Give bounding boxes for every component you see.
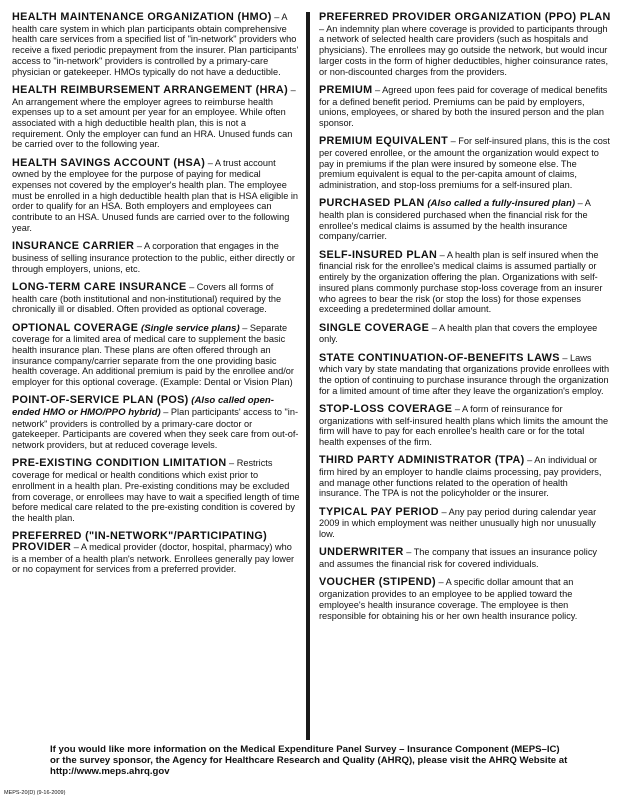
- entry-term: PREMIUM EQUIVALENT: [319, 135, 449, 148]
- entry-term: HEALTH SAVINGS ACCOUNT (HSA): [12, 156, 206, 169]
- glossary-entry: [12, 282, 300, 315]
- glossary-entry: [319, 12, 611, 77]
- entry-definition: – A medical provider (doctor, hospital, pharmacy) who is a member of a health plan's network. Enrollees generally pay lower or no copayment for services from a preferred provider.: [12, 541, 295, 575]
- glossary-entry: [319, 507, 611, 540]
- column-divider: [306, 12, 310, 740]
- entry-definition: – A health plan is self insured when the financial risk for the enrollee's medical claims is assumed partially or entirely by the organization offering the plan. Organizations with self-insured plans commonly purchase stop-loss coverage from an insurer who agrees to bear the risk (or stop the loss) for those expenses exceeding a predetermined dollar amount.: [319, 249, 603, 315]
- entry-term: POINT-OF-SERVICE PLAN (POS): [12, 394, 189, 407]
- glossary-entry: [319, 455, 611, 499]
- entry-note: (Also called open-ended HMO or HMO/PPO hybrid): [12, 395, 274, 419]
- entry-term: HEALTH MAINTENANCE ORGANIZATION (HMO): [12, 11, 272, 23]
- entry-definition: – For self-insured plans, this is the cost per covered enrollee, or the amount the organization would expect to pay in premiums if the plan were insured by someone else. The premium equivalent is equal to the per-capita amount of claims, administration, and stop-loss premiums for a self-insured plan.: [319, 136, 610, 191]
- glossary-entry: [12, 85, 300, 150]
- entry-note: (Also called a fully-insured plan): [424, 198, 576, 210]
- entry-definition: – Restricts coverage for medical or health conditions which exist prior to enrollment in a health plan. Pre-existing conditions may be excluded from coverage, or enrollees may have to wait a specified length of time before medical care related to the pre-existing condition is covered by the health plan.: [12, 458, 300, 523]
- entry-definition: – Separate coverage for a limited area of medical care to supplement the basic health insurance plan. These plans are often offered through an insurance company/carrier separate from the one providing basic health coverage. An additional premium is paid by the enrollee and/or employer for this optional coverage. (Example: Dental or Vision Plan): [12, 322, 294, 388]
- entry-definition: – Covers all forms of health care (both institutional and non-institutional) required by the chronically ill or disabled. Often provided as optional coverage.: [12, 281, 282, 315]
- entry-definition: – A health care system in which plan participants obtain comprehensive health care services from a specified list of "in-network" providers who receive a fixed periodic prepayment from the insurer. Plan participants' access to "in-network" providers is controlled by a primary-care physician or gatekeeper. HMOs typically do not have a deductible.: [12, 12, 299, 77]
- more-info-footer: If you would like more information on the Medical Expenditure Panel Survey – Insurance Component (MEPS–IC) or the survey sponsor, the Agency for Healthcare Research and Quality (AHRQ), please visit the AHRQ Website at http://www.meps.ahrq.gov: [50, 744, 568, 778]
- entry-term: THIRD PARTY ADMINISTRATOR (TPA): [319, 454, 525, 467]
- entry-definition: – Agreed upon fees paid for coverage of medical benefits for a defined benefit period. Premiums can be paid by employers, unions, employees, or shared by both the insured person and the plan sponsor.: [319, 84, 608, 128]
- entry-definition: – A health plan that covers the employee only.: [319, 322, 598, 345]
- entry-term: PREFERRED ("IN-NETWORK"/PARTICIPATING) PROVIDER: [12, 530, 268, 553]
- glossary-entry: [319, 353, 611, 397]
- entry-term: PREMIUM: [319, 83, 373, 96]
- entry-definition: – An arrangement where the employer agrees to reimburse health expenses up to a set amount per year for an employee. While often associated with a high deductible health plan, this is not a requirement. Only the employer can fund an HRA. Unused funds can be carried over to the following year.: [12, 84, 296, 150]
- glossary-entry: [319, 136, 611, 191]
- form-number: MEPS-20(D) (9-16-2009): [4, 790, 66, 796]
- entry-term: STOP-LOSS COVERAGE: [319, 402, 453, 415]
- glossary-entry: [319, 547, 611, 569]
- glossary-entry: [12, 458, 300, 523]
- entry-definition: – An indemnity plan where coverage is provided to participants through a network of selected health care providers (such as hospitals and physicians). The enrollees may go outside the network, but would incur larger costs in the form of higher deductibles, higher coinsurance rates, or non-discounted charges from the providers.: [319, 23, 609, 77]
- glossary-entry: [319, 404, 611, 448]
- glossary-entry: [319, 85, 611, 129]
- glossary-entry: [319, 577, 611, 621]
- entry-definition: – A trust account owned by the employee for the purpose of paying for medical expenses not covered by the employer's health plan. The employee must be enrolled in a high deductible health plan that is HSA eligible in order to qualify for an HSA. Both employers and employees can contribute to an HSA. Unused funds are carried over to the following year.: [12, 157, 299, 233]
- left-column: [12, 12, 300, 583]
- entry-term: PURCHASED PLAN: [319, 197, 425, 210]
- glossary-entry: [319, 323, 611, 345]
- entry-definition: – Plan participants' access to "in-network" providers is controlled by a primary-care doctor or gatekeeper. Participants are covered when they seek care from out-of-network providers, but at reduced coverage levels.: [12, 407, 299, 451]
- glossary-entry: [12, 395, 300, 451]
- entry-definition: – Any pay period during calendar year 2009 in which employment was neither unusually high nor unusually low.: [319, 506, 597, 540]
- entry-term: INSURANCE CARRIER: [12, 240, 135, 253]
- right-column: [319, 12, 611, 629]
- entry-note: (Single service plans): [138, 322, 240, 334]
- entry-term: STATE CONTINUATION-OF-BENEFITS LAWS: [319, 351, 560, 364]
- entry-definition: – The company that issues an insurance policy and assumes the financial risk for covered individuals.: [319, 547, 598, 570]
- entry-definition: – A health plan is considered purchased when the financial risk for the enrollee's medical claims is assumed by the health insurance company/carrier.: [319, 198, 591, 242]
- entry-term: HEALTH REIMBURSEMENT ARRANGEMENT (HRA): [12, 83, 289, 96]
- entry-term: LONG-TERM CARE INSURANCE: [12, 280, 187, 293]
- entry-term: OPTIONAL COVERAGE: [12, 321, 139, 334]
- entry-term: PRE-EXISTING CONDITION LIMITATION: [12, 457, 227, 470]
- entry-term: SELF-INSURED PLAN: [319, 248, 438, 261]
- entry-term: VOUCHER (STIPEND): [319, 576, 436, 589]
- entry-definition: – Laws which vary by state mandating that organizations provide enrollees with the option of continuing to purchase insurance through the organization for a limited amount of time after they leave the organization's employ.: [319, 352, 610, 396]
- entry-term: SINGLE COVERAGE: [319, 321, 430, 334]
- glossary-entry: [319, 198, 611, 242]
- entry-definition: – A corporation that engages in the business of selling insurance protection to the public, either directly or through employers, unions, etc.: [12, 241, 295, 274]
- entry-term: TYPICAL PAY PERIOD: [319, 505, 439, 518]
- glossary-entry: [12, 158, 300, 234]
- glossary-entry: [12, 241, 300, 274]
- glossary-entry: [319, 250, 611, 315]
- entry-definition: – A specific dollar amount that an organization provides to an employee to be applied toward the employee's health insurance coverage. The employee is then responsible for obtaining his or her own health insurance policy.: [319, 577, 578, 621]
- entry-term: UNDERWRITER: [319, 546, 404, 559]
- glossary-entry: [12, 323, 300, 388]
- entry-definition: – A form of reinsurance for organizations with self-insured health plans which limits the amount the firm will have to pay for each enrollee's health care or for the total health expenses of the firm.: [319, 403, 609, 448]
- entry-definition: – An individual or firm hired by an employer to handle claims processing, pay providers, and manage other functions related to the operation of health insurance. The TPA is not the policyholder or the insurer.: [319, 455, 602, 499]
- glossary-entry: [12, 12, 300, 77]
- entry-term: PREFERRED PROVIDER ORGANIZATION (PPO) PLAN: [319, 11, 611, 23]
- glossary-entry: [12, 531, 300, 575]
